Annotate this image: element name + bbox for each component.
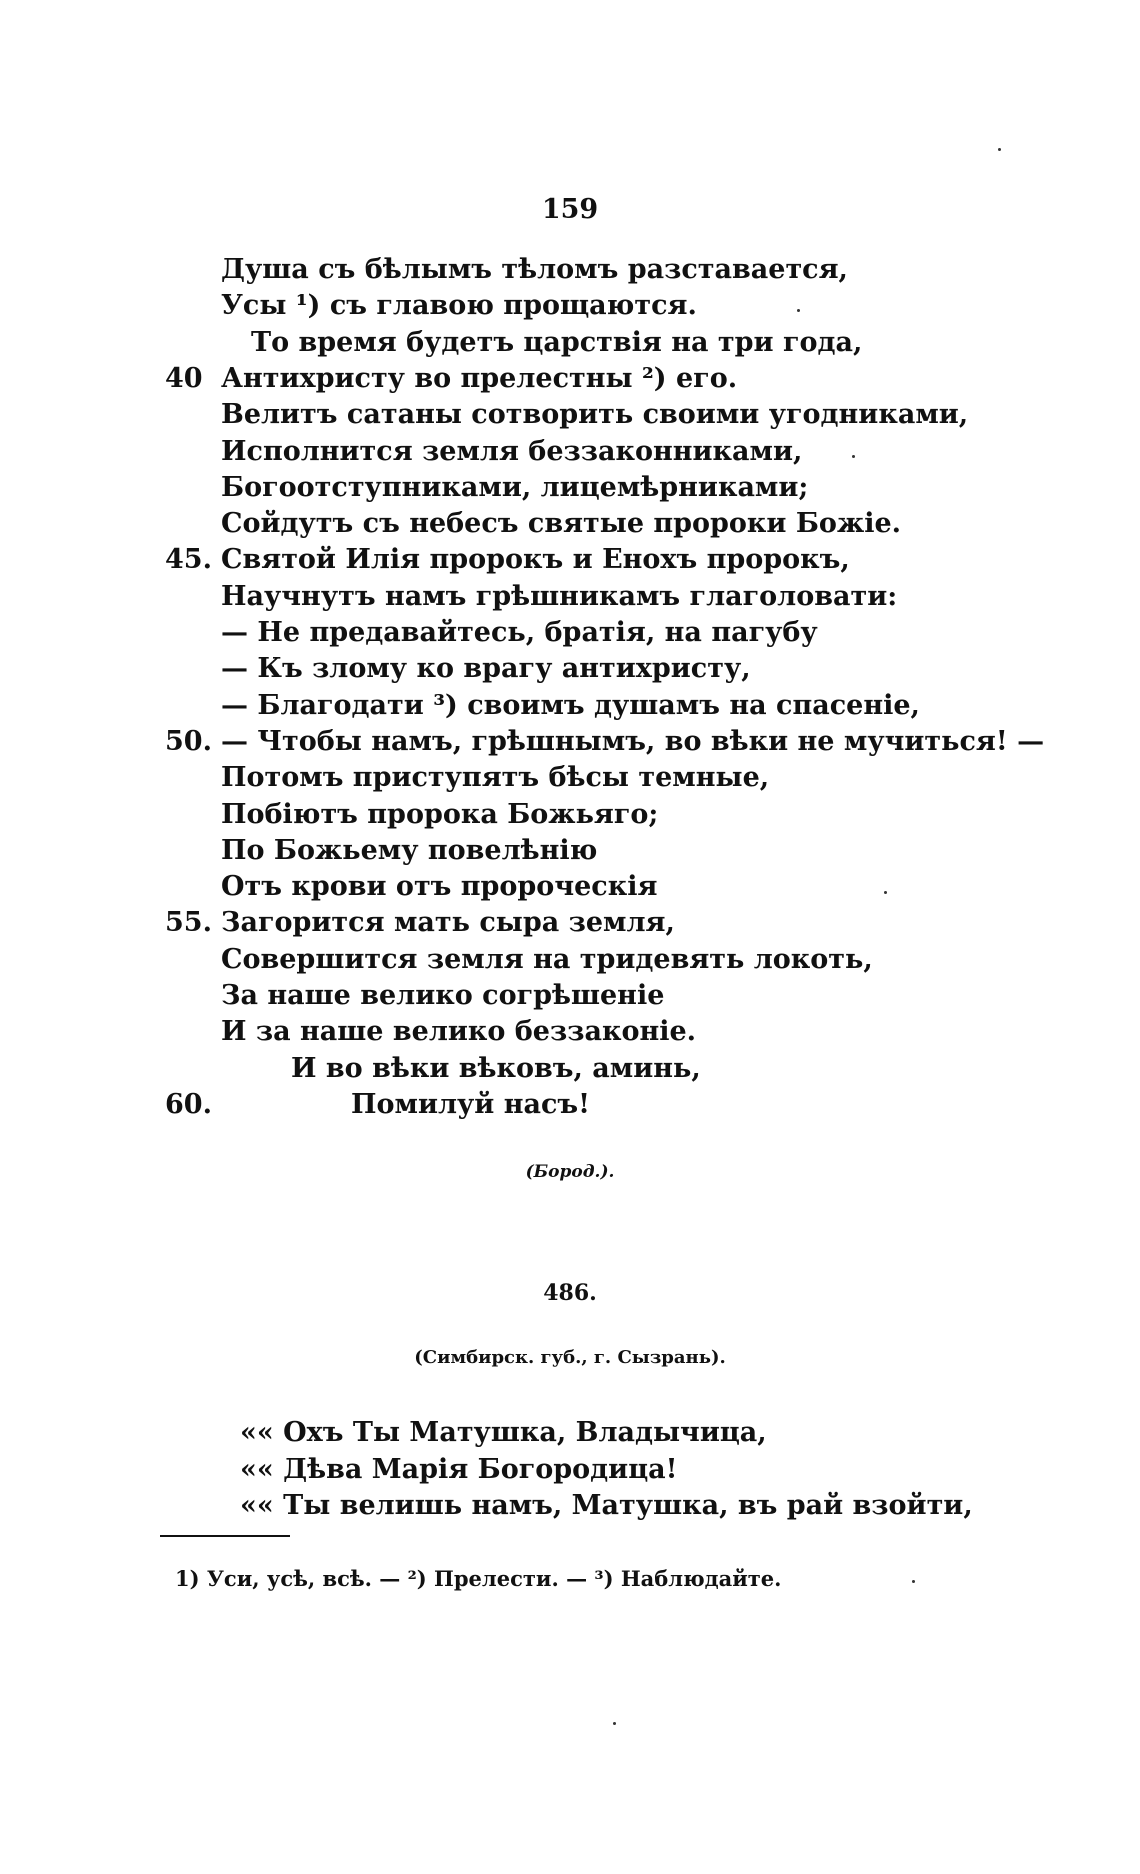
line-number: 55. [165, 907, 212, 939]
verse-text: За наше велико согрѣшеніе [221, 980, 665, 1011]
verse-text: — Не предавайтесь, братія, на пагубу [221, 617, 818, 648]
verse-text: И за наше велико беззаконіе. [221, 1016, 697, 1048]
line-number: 50. [165, 725, 212, 757]
footnote-divider [160, 1535, 290, 1537]
song-line: «« Охъ Ты Матушка, Владычица, [240, 1417, 767, 1448]
verse-text: Усы ¹) съ главою прощаются. [221, 290, 697, 322]
location-note: (Симбирск. губ., г. Сызрань). [414, 1347, 726, 1368]
verse-text: Отъ крови отъ пророческія [221, 871, 658, 903]
verse-text: Загорится мать сыра земля, [221, 907, 675, 939]
speck [852, 455, 855, 458]
speck [884, 891, 887, 894]
verse-text: Антихристу во прелестны ²) его. [221, 362, 738, 394]
source-note: (Бород.). [525, 1162, 615, 1182]
verse-text: — Благодати ³) своимъ душамъ на спасеніе, [221, 689, 920, 721]
verse-text: Побіютъ пророка Божьяго; [221, 798, 659, 830]
speck [797, 309, 800, 312]
verse-text: Сойдутъ съ небесъ святые пророки Божіе. [221, 508, 902, 540]
verse-text: — Чтобы намъ, грѣшнымъ, во вѣки не мучиться! — [221, 725, 1045, 757]
line-number: 45. [165, 544, 212, 576]
verse-text: Потомъ приступятъ бѣсы темные, [221, 762, 770, 794]
verse-text: И во вѣки вѣковъ, аминь, [291, 1052, 701, 1084]
verse-text: Велитъ сатаны сотворить своими угодниками, [221, 399, 969, 431]
song-line: «« Ты велишь намъ, Матушка, въ рай взойти, [240, 1490, 973, 1521]
verse-text: — Къ злому ко врагу антихристу, [221, 653, 751, 685]
line-number: 40 [165, 362, 203, 394]
verse-text: Исполнится земля беззаконниками, [221, 435, 803, 467]
verse-text: Помилуй насъ! [351, 1088, 590, 1120]
footnotes: 1) Уси, усѣ, всѣ. — ²) Прелести. — ³) Наблюдайте. [175, 1566, 782, 1591]
line-number: 60. [165, 1088, 212, 1120]
song-line: «« Дѣва Марія Богородица! [240, 1453, 678, 1485]
verse-text: Богоотступниками, лицемѣрниками; [221, 471, 809, 503]
speck [613, 1722, 616, 1725]
verse-text: То время будетъ царствія на три года, [251, 326, 863, 358]
song-number: 486. [543, 1280, 597, 1306]
speck [998, 148, 1001, 151]
verse-text: Святой Илія пророкъ и Енохъ пророкъ, [221, 544, 850, 576]
speck [912, 1580, 915, 1583]
verse-text: Совершится земля на тридевять локоть, [221, 943, 873, 975]
page-number: 159 [541, 194, 599, 225]
verse-text: Научнутъ намъ грѣшникамъ глаголовати: [221, 580, 898, 612]
verse-text: Душа съ бѣлымъ тѣломъ разставается, [221, 254, 848, 285]
verse-text: По Божьему повелѣнію [221, 834, 598, 866]
